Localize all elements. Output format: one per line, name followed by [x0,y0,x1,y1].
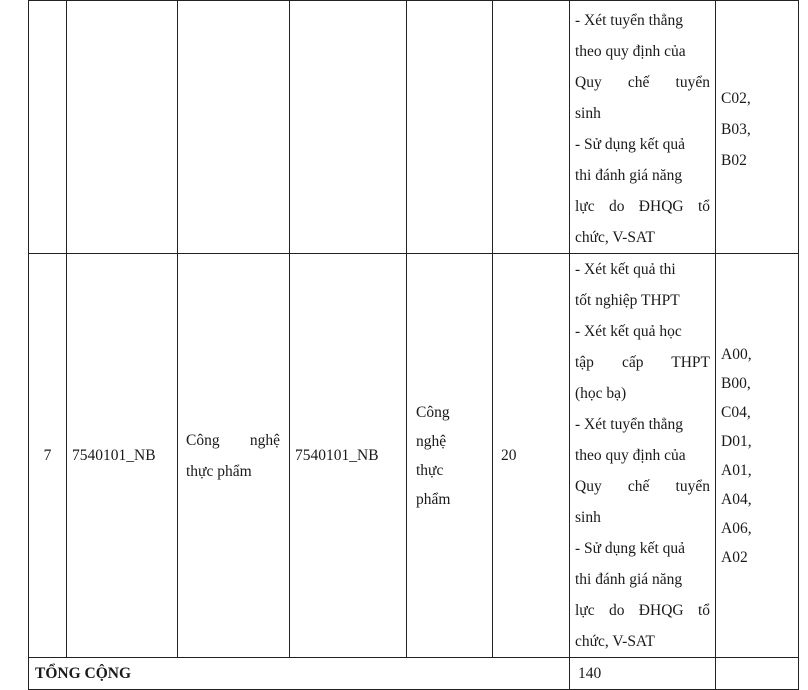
method-line: lực do ĐHQG tổ [575,198,710,215]
major-code-cell: 7540101_NB [67,254,178,658]
subject-combos-cell [716,254,799,658]
method-line: sinh [575,105,601,122]
admission-methods-cell [570,254,716,658]
admissions-table [28,0,799,690]
combo-code: D01, [721,432,752,450]
combo-code: C02, [721,89,751,107]
total-empty-cell [716,658,799,690]
total-label: TỔNG CỘNG [35,665,132,682]
combo-code: A01, [721,461,752,479]
method-line: theo quy định của [575,43,686,60]
program-name-line: thực [416,461,444,479]
method-line: tập cấp THPT [575,354,710,371]
total-value-cell: 140 [570,658,716,690]
major-name-cell [178,1,290,254]
program-name-line: Công [416,403,450,421]
combo-code: B00, [721,374,751,392]
method-line: - Xét tuyển thẳng [575,12,684,29]
method-line: (học bạ) [575,385,627,402]
method-line: Quy chế tuyển [575,74,710,91]
table-row-previous [29,1,799,254]
program-name-line: phẩm [416,490,451,508]
combo-code: B02 [721,151,747,169]
table-row-total [29,658,799,690]
method-line: - Sử dụng kết quả [575,136,685,153]
table-row-7 [29,254,799,658]
method-line: thi đánh giá năng [575,571,683,588]
stt-cell [29,1,67,254]
combo-code: C04, [721,403,751,421]
quota-cell: 20 [493,254,570,658]
method-line: - Xét tuyển thẳng [575,416,684,433]
method-line: lực do ĐHQG tổ [575,602,710,619]
method-line: theo quy định của [575,447,686,464]
subject-combos-cell [716,1,799,254]
stt-cell: 7 [29,254,67,658]
major-name-line: thực phẩm [186,462,252,480]
combo-code: A06, [721,519,752,537]
method-line: Quy chế tuyển [575,478,710,495]
major-name-cell [178,254,290,658]
combo-code: A02 [721,548,748,566]
method-line: - Xét kết quả thi [575,261,676,278]
method-line: thi đánh giá năng [575,167,683,184]
method-line: tốt nghiệp THPT [575,292,680,309]
total-label-cell [29,658,570,690]
program-name-line: nghệ [416,432,447,450]
combo-code: A04, [721,490,752,508]
program-code-cell: 7540101_NB [290,254,407,658]
method-line: chức, V-SAT [575,229,655,246]
quota-cell [493,1,570,254]
admission-methods-cell [570,1,716,254]
method-line: - Sử dụng kết quả [575,540,685,557]
program-name-cell [407,254,493,658]
method-line: sinh [575,509,601,526]
combo-code: B03, [721,120,751,138]
method-line: chức, V-SAT [575,633,655,650]
program-code-cell [290,1,407,254]
program-name-cell [407,1,493,254]
major-name-line: Công nghệ [186,431,280,449]
major-code-cell [67,1,178,254]
method-line: - Xét kết quả học [575,323,682,340]
combo-code: A00, [721,345,752,363]
